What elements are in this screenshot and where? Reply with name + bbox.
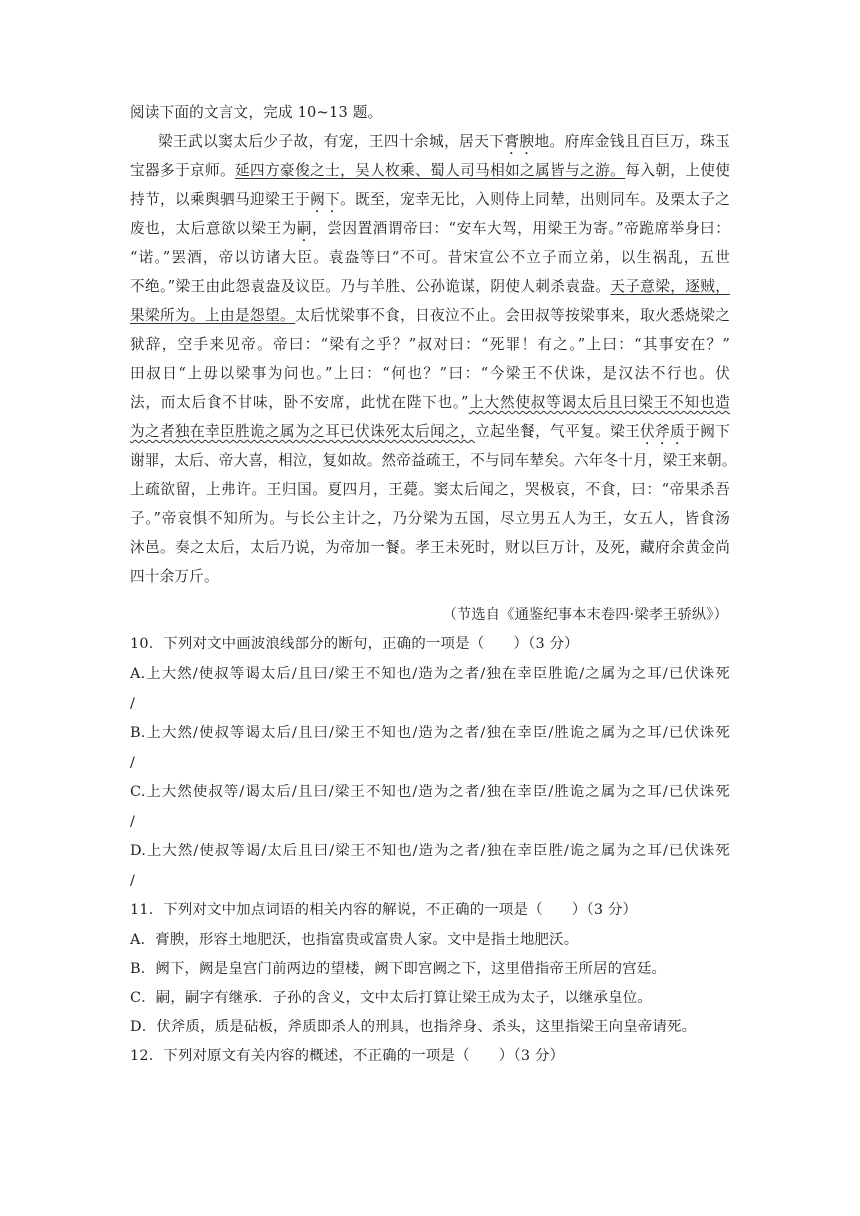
wavy-underline-part-2: 为之者独在幸臣胜诡之属为之耳已伏诛死太后闻之，: [130, 423, 476, 440]
question-11-option-c: C．嗣，嗣字有继承．子孙的含义，文中太后打算让梁王成为太子，以继承皇位。: [130, 990, 652, 1006]
passage-line-11: 为之者独在幸臣胜诡之属为之耳已伏诛死太后闻之，立起坐餐，气平复。梁王伏斧质于阙下: [130, 423, 730, 440]
passage-line-3: 持节，以乘舆驷马迎梁王于阙下。既至，宠幸无比，入则侍上同辇，出则同车。及栗太子之: [130, 191, 730, 208]
underlined-sentence-1: 延四方豪俊之士，吴人枚乘、蜀人司马相如之属皆与之游。: [235, 162, 626, 179]
underlined-sentence-2b: 果梁所为。: [130, 307, 206, 324]
question-11-option-a: A．膏腴，形容土地肥沃，也指富贵或富贵人家。文中是指土地肥沃。: [130, 932, 579, 948]
dotted-term-fufuzhi: 伏斧质: [640, 423, 686, 440]
question-10-option-a-tail: /: [130, 696, 136, 712]
dotted-term-gaoyu: 膏腴: [504, 133, 535, 150]
passage-line-15: 沐邑。奏之太后，太后乃说，为帝加一餐。孝王未死时，财以巨万计，及死，藏府余黄金尚: [130, 539, 730, 556]
passage-line-6: 不绝。”梁王由此怨袁盎及议臣。乃与羊胜、公孙诡谋，阴使人刺杀袁盎。天子意梁，逐贼，: [130, 278, 730, 295]
passage-line-9: 田叔日“上毋以梁事为问也。”上曰：“何也？”曰：“今梁王不伏诛，是汉法不行也。伏: [130, 365, 730, 382]
dotted-term-si: 嗣: [296, 220, 313, 237]
dotted-term-quexia: 阙下: [310, 191, 341, 208]
passage-line-12: 谢罪，太后、帝大喜，相泣，复如故。然帝益疏王，不与同车辇矣。六年冬十月，梁王来朝。: [130, 452, 737, 469]
source-citation: （节选自《通鉴纪事本末卷四·梁孝王骄纵》）: [442, 607, 728, 623]
question-12-stem: 12．下列对原文有关内容的概述，不正确的一项是（ ）（3 分）: [130, 1048, 565, 1064]
passage-line-2: 宝器多于京师。延四方豪俊之士，吴人枚乘、蜀人司马相如之属皆与之游。每入朝，上使使: [130, 162, 731, 179]
passage-line-5: “诺。”罢酒，帝以访诸大臣。袁盎等曰“不可。昔宋宣公不立子而立弟，以生祸乱，五世: [130, 249, 730, 266]
wavy-underline-part-1: 上大然使叔等谒太后且曰梁王不知也造: [468, 394, 731, 411]
question-11-option-d: D．伏斧质，质是砧板，斧质即杀人的刑具，也指斧身、杀头，这里指梁王向皇帝请死。: [130, 1019, 697, 1035]
passage-line-16: 四十余万斤。: [130, 568, 219, 585]
underlined-sentence-2a: 天子意梁，逐贼，: [610, 278, 730, 295]
underlined-sentence-3: 上由是怨望。: [205, 307, 296, 324]
passage-line-7: 果梁所为。上由是怨望。太后忧梁事不食，日夜泣不止。会田叔等按梁事来，取火悉烧梁之: [130, 307, 730, 324]
passage-line-13: 上疏欲留，上弗许。王归国。夏四月，王薨。窦太后闻之，哭极哀，不食，曰：“帝果杀吾: [130, 481, 730, 498]
question-10-option-b-tail: /: [130, 755, 136, 771]
passage-line-8: 狱辞，空手来见帝。帝曰：“梁有之乎？”叔对曰：“死罪！有之。”上曰：“其事安在？”: [130, 336, 730, 353]
passage-line-4: 废也，太后意欲以梁王为嗣，尝因置酒谓帝曰：“安车大驾，用梁王为寄。”帝跪席举身曰：: [130, 220, 730, 237]
question-10-option-c: C.上大然使叔等/谒太后/且曰/梁王不知也/造为之者/独在幸臣/胜诡之属为之耳/已伏诛死: [130, 784, 730, 800]
question-10-option-a: A.上大然/使叔等谒太后/且曰/梁王不知也/造为之者/独在幸臣胜诡/之属为之耳/已伏诛死: [130, 666, 730, 682]
passage-line-1: 梁王武以窦太后少子故，有宠，王四十余城，居天下膏腴地。府库金钱且百巨万，珠玉: [158, 133, 730, 150]
passage-line-10: 法，而太后食不甘味，卧不安席，此忧在陛下也。”上大然使叔等谒太后且曰梁王不知也造: [130, 394, 731, 411]
question-10-stem: 10．下列对文中画波浪线部分的断句，正确的一项是（ ）（3 分）: [130, 636, 579, 652]
question-11-stem: 11．下列对文中加点词语的相关内容的解说，不正确的一项是（ ）（3 分）: [130, 902, 638, 918]
question-11-option-b: B．阙下，阙是皇宫门前两边的望楼，阙下即宫阙之下，这里借指帝王所居的宫廷。: [130, 961, 667, 977]
question-10-option-b: B.上大然/使叔等谒太后/且曰/梁王不知也/造为之者/独在幸臣/胜诡之属为之耳/已伏诛死: [130, 725, 730, 741]
question-10-option-d: D.上大然/使叔等谒/太后且曰/梁王不知也/造为之者/独在幸臣胜/诡之属为之耳/已伏诛死: [130, 843, 730, 859]
question-10-option-d-tail: /: [130, 873, 136, 889]
instruction-line: 阅读下面的文言文，完成 10~13 题。: [130, 104, 383, 121]
question-10-option-c-tail: /: [130, 814, 136, 830]
passage-line-14: 子。”帝哀惧不知所为。与长公主计之，乃分梁为五国，尽立男五人为王，女五人，皆食汤: [130, 510, 730, 527]
